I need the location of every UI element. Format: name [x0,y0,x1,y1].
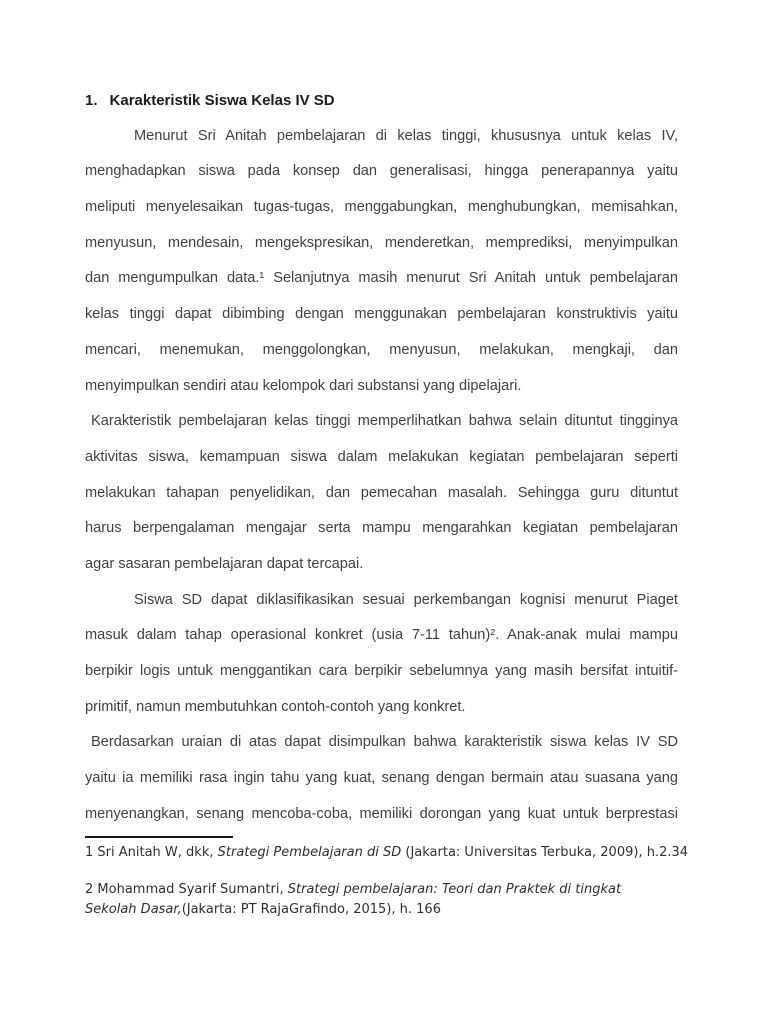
footnote-2-line-2 [85,900,691,920]
body-line: mencari, menemukan, menggolongkan, menyusun, melakukan, mengkaji, dan [85,341,678,358]
body-line: Menurut Sri Anitah pembelajaran di kelas tinggi, khususnya untuk kelas IV, [134,127,678,144]
body-line: yaitu ia memiliki rasa ingin tahu yang kuat, senang dengan bermain atau suasana yang [85,770,678,787]
body-line: menyimpulkan sendiri atau kelompok dari substansi yang dipelajari. [85,377,522,394]
body-line: melakukan tahapan penyelidikan, dan pemecahan masalah. Sehingga guru dituntut [85,484,678,501]
footnote-2-publisher: (Jakarta: PT RajaGrafindo, 2015), h. 166 [181,902,441,917]
footnote-1-text: 1 Sri Anitah W, dkk, [85,845,218,860]
body-line: primitif, namun membutuhkan contoh-contoh yang konkret. [85,698,466,715]
body-line: agar sasaran pembelajaran dapat tercapai. [85,555,364,572]
footnotes [85,836,691,920]
section-heading [85,83,678,119]
footnote-2-text: 2 Mohammad Syarif Sumantri, [85,882,288,897]
body-line: Berdasarkan uraian di atas dapat disimpulkan bahwa karakteristik siswa kelas IV SD [91,734,678,751]
body-line: harus berpengalaman mengajar serta mampu mengarahkan kegiatan pembelajaran [85,520,678,537]
footnote-separator [85,836,233,838]
paragraph-2 [85,404,678,582]
footnote-2-source-title: Strategi pembelajaran: Teori dan Praktek di tingkat [287,882,622,897]
body-line: Karakteristik pembelajaran kelas tinggi memperlihatkan bahwa selain dituntut tingginya [91,413,678,430]
footnote-2-line-1 [85,880,691,900]
footnote-2 [85,880,691,920]
heading-number: 1. [85,92,98,109]
body-line: aktivitas siswa, kemampuan siswa dalam melakukan kegiatan pembelajaran seperti [85,448,678,465]
body-line: Siswa SD dapat diklasifikasikan sesuai perkembangan kognisi menurut Piaget [134,591,678,608]
paragraph-4 [85,725,678,832]
body-line: menyenangkan, senang mencoba-coba, memiliki dorongan yang kuat untuk berprestasi [85,805,678,822]
footnote-1-source-title: Strategi Pembelajaran di SD [217,845,402,860]
footnote-1-publisher: (Jakarta: Universitas Terbuka, 2009), h.2.34 [401,845,689,860]
body-line: berpikir logis untuk menggantikan cara berpikir sebelumnya yang masih bersifat intuitif- [85,663,678,680]
footnote-2-source-title-cont: Sekolah Dasar, [85,902,182,917]
heading-title: Karakteristik Siswa Kelas IV SD [109,92,335,109]
body-line: dan mengumpulkan data.¹ Selanjutnya masih menurut Sri Anitah untuk pembelajaran [85,270,678,287]
body-line: masuk dalam tahap operasional konkret (usia 7-11 tahun)². Anak-anak mulai mampu [85,627,678,644]
body-line: kelas tinggi dapat dibimbing dengan menggunakan pembelajaran konstruktivis yaitu [85,306,678,323]
body-line: menyusun, mendesain, mengekspresikan, menderetkan, memprediksi, menyimpulkan [85,234,678,251]
body-line: menghadapkan siswa pada konsep dan generalisasi, hingga penerapannya yaitu [85,163,678,180]
paragraph-3 [85,583,678,726]
paragraph-1 [85,119,678,405]
footnote-1 [85,844,691,861]
document-body [85,83,678,833]
body-line: meliputi menyelesaikan tugas-tugas, menggabungkan, menghubungkan, memisahkan, [85,199,678,216]
